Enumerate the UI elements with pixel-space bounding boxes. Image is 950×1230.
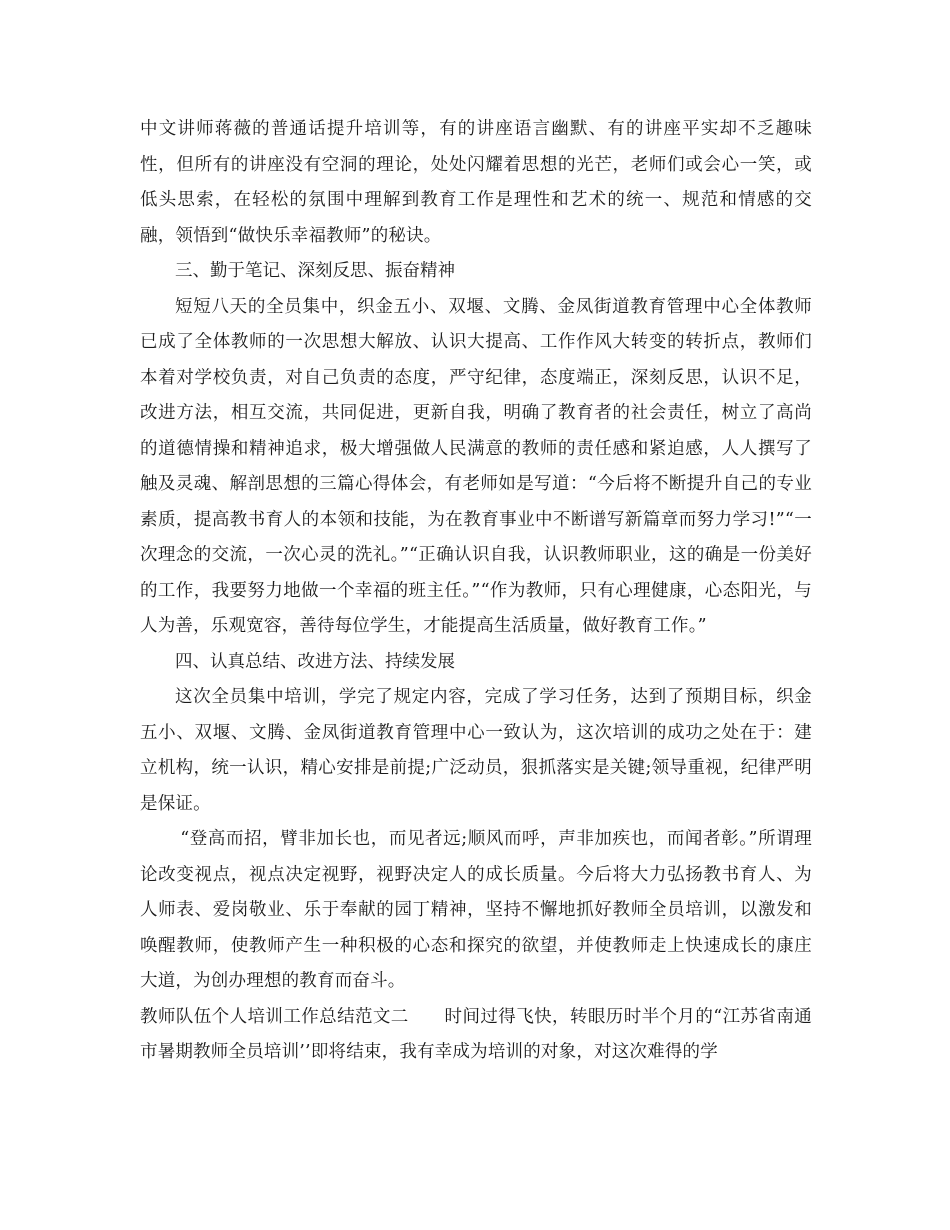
section-heading-four: 四、认真总结、改进方法、持续发展 [175,651,455,672]
paragraph-sample-two: 教师队伍个人培训工作总结范文二 时间过得飞快，转眼历时半个月的“江苏省南通市暑期教师全员培训’’即将结束，我有幸成为培训的对象，对这次难得的学 [140,1006,812,1062]
paragraph-reflection: 短短八天的全员集中，织金五小、双堰、文腾、金凤街道教育管理中心全体教师已成了全体教师的一次思想大解放、认识大提高、工作作风大转变的转折点，教师们本着对学校负责，对自己负责的态度，严守纪律，态度端正，深刻反思，认识不足，改进方法，相互交流，共同促进，更新自我，明确了教育者的社会责任，树立了高尚的道德情操和精神追求，极大增强做人民满意的教师的责任感和紧迫感，人人撰写了触及灵魂、解剖思想的三篇心得体会，有老师如是写道：“今后将不断提升自己的专业素质，提高教书育人的本领和技能，为在教育事业中不断谱写新篇章而努力学习!”“一次理念的交流，一次心灵的洗礼。”“正确认识自我，认识教师职业，这的确是一份美好的工作，我要努力地做一个幸福的班主任。”“作为教师，只有心理健康，心态阳光，与人为善，乐观宽容，善待每位学生，才能提高生活质量，做好教育工作。” [140,296,812,636]
document-body [140,112,812,1071]
paragraph-conclusion: 这次全员集中培训，学完了规定内容，完成了学习任务，达到了预期目标，织金五小、双堰、文腾、金凤街道教育管理中心一致认为，这次培训的成功之处在于：建立机构，统一认识，精心安排是前提;广泛动员，狠抓落实是关键;领导重视，纪律严明是保证。 [140,687,812,814]
paragraph-quote: “登高而招，臂非加长也，而见者远;顺风而呼，声非加疾也，而闻者彰。”所谓理论改变视点，视点决定视野，视野决定人的成长质量。今后将大力弘扬教书育人、为人师表、爱岗敬业、乐于奉献的园丁精神，坚持不懈地抓好教师全员培训，以激发和唤醒教师，使教师产生一种积极的心态和探究的欲望，并使教师走上快速成长的康庄大道，为创办理想的教育而奋斗。 [140,829,812,991]
section-heading-three: 三、勤于笔记、深刻反思、振奋精神 [175,261,455,281]
paragraph-lecture-summary: 中文讲师蒋薇的普通话提升培训等，有的讲座语言幽默、有的讲座平实却不乏趣味性，但所有的讲座没有空洞的理论，处处闪耀着思想的光芒，老师们或会心一笑，或低头思索，在轻松的氛围中理解到教育工作是理性和艺术的统一、规范和情感的交融，领悟到“做快乐幸福教师”的秘诀。 [140,119,812,246]
